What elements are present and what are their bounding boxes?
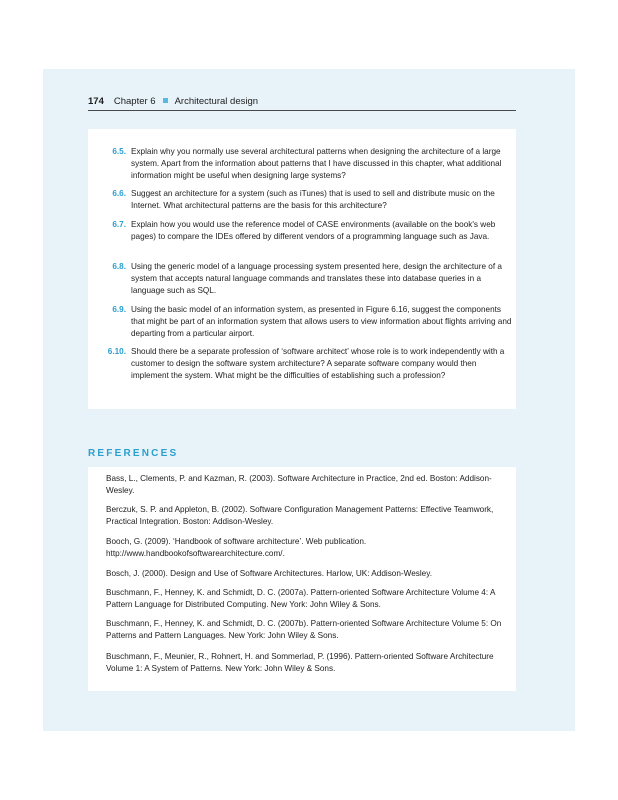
exercises-box [88, 129, 516, 409]
exercise-number: 6.6. [112, 189, 126, 198]
exercise-text: Using the basic model of an information system, as presented in Figure 6.16, suggest the components that might be part of an information system that allows users to view information about flights arriving and departing from a particular airport. [131, 305, 512, 338]
exercise-number: 6.8. [112, 262, 126, 271]
exercise-text: Should there be a separate profession of ‘software architect’ whose role is to work independently with a customer to design the software system architecture? A separate software company would then implement the system. What might be the difficulties of establishing such a profession? [131, 347, 505, 380]
chapter-label: Chapter 6 [113, 96, 156, 107]
reference-item: Bosch, J. (2000). Design and Use of Software Architectures. Harlow, UK: Addison-Wesley. [106, 569, 432, 578]
separator-square-icon [163, 98, 168, 103]
reference-item: Booch, G. (2009). ‘Handbook of software architecture’. Web publication. http://www.handbookofsoftwarearchitecture.com/. [106, 537, 367, 558]
exercise-text: Explain how you would use the reference model of CASE environments (available on the book's web pages) to compare the IDEs offered by different vendors of a programming language such as Java. [131, 220, 496, 241]
exercise-text: Suggest an architecture for a system (such as iTunes) that is used to sell and distribute music on the Internet. What architectural patterns are the basis for this architecture? [131, 189, 495, 210]
references-box [88, 467, 516, 691]
page-number: 174 [88, 96, 104, 107]
reference-item: Berczuk, S. P. and Appleton, B. (2002). Software Configuration Management Patterns: Effective Teamwork, Practical Integration. Boston: Addison-Wesley. [106, 505, 494, 526]
running-header [88, 95, 516, 111]
reference-item: Buschmann, F., Henney, K. and Schmidt, D. C. (2007b). Pattern-oriented Software Architecture Volume 5: On Patterns and Pattern Languages. New York: John Wiley & Sons. [106, 619, 502, 640]
exercise-number: 6.5. [112, 147, 126, 156]
exercise-text: Explain why you normally use several architectural patterns when designing the architecture of a large system. Apart from the information about patterns that I have discussed in this chapter, what additional information might be useful when designing large systems? [131, 147, 502, 180]
exercise-number: 6.10. [107, 347, 126, 356]
exercise-number: 6.7. [112, 220, 126, 229]
references-heading: REFERENCES [88, 448, 179, 459]
header-rule [88, 110, 516, 111]
exercise-number: 6.9. [112, 305, 126, 314]
reference-item: Buschmann, F., Henney, K. and Schmidt, D. C. (2007a). Pattern-oriented Software Architecture Volume 4: A Pattern Language for Distributed Computing. New York: John Wiley & Sons. [106, 588, 495, 609]
exercise-text: Using the generic model of a language processing system presented here, design the architecture of a system that accepts natural language commands and translates these into database queries in a language such as SQL. [131, 262, 502, 295]
reference-item: Buschmann, F., Meunier, R., Rohnert, H. and Sommerlad, P. (1996). Pattern-oriented Software Architecture Volume 1: A System of Patterns. New York: John Wiley & Sons. [106, 652, 494, 673]
section-label: Architectural design [174, 96, 259, 107]
reference-item: Bass, L., Clements, P. and Kazman, R. (2003). Software Architecture in Practice, 2nd ed. Boston: Addison-Wesley. [106, 474, 492, 495]
